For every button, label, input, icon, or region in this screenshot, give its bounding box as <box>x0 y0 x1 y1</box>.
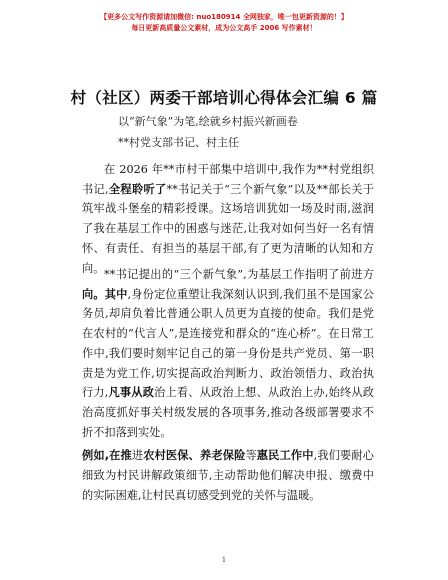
paragraph-3-bold-2: 农村医保、养老保险 <box>143 449 246 463</box>
paragraph-2-text-2: ,身份定位重塑让我深刻认识到,我们虽不是国家公务员,却肩负着比普通公职人员更为直接的使命。我们是党在农村的“代言人”,是连接党和群众的“连心桥”。在日常工作中,我们要时刻牢记自己的第一身份是共产党员、第一职责是为党工作,切实提高政治判断力、政治领悟力、政治执行力, <box>82 287 374 400</box>
paragraph-2-bold-1: 向。其中 <box>82 287 128 301</box>
paragraph-2-bold-2: 凡事从政 <box>108 386 155 400</box>
paragraph-1-bold-1: 全程聆听了 <box>108 182 167 196</box>
paragraph-3-text-3: ,我们要耐心细致为村民讲解政策细节,主动帮助他们解决申报、缴费中的实际困难,让村民真切感受到党的关怀与温暖。 <box>82 449 374 502</box>
article-body-part-1 <box>82 160 374 278</box>
paragraph-1 <box>82 160 374 278</box>
paragraph-2 <box>82 265 374 442</box>
paragraph-3-bold-3: 惠民工作中 <box>256 449 314 463</box>
paragraph-3 <box>82 446 374 505</box>
document-title: 村（社区）两委干部培训心得体会汇编 6 篇 <box>70 89 378 107</box>
paragraph-2-text-1: **书记提出的“三个新气象”,为基层工作指明了前进方 <box>104 268 374 281</box>
page-number: 1 <box>221 556 227 564</box>
article-subtitle: 以“新气象”为笔,绘就乡村振兴新画卷 <box>118 115 298 128</box>
promo-banner-line-1: 【更多公文写作资源请加微信: nuo180914 全网独家，唯一包更新资源的！】 <box>100 13 348 21</box>
article-author: **村党支部书记、村主任 <box>118 136 239 149</box>
paragraph-1-text-2: **书记关于“三个新气象”以及**部长关于筑牢战斗堡垒的精彩授课。这场培训犹如一场及时雨,滋润了我在基层工作中的困惑与迷茫,让我对如何当好一名有情怀、有责任、有担当的基层干部,有了更为清晰的认知和方向。 <box>82 182 374 275</box>
article-body-part-2 <box>82 265 374 505</box>
paragraph-3-text-1: 进 <box>131 449 144 463</box>
paragraph-2-text-3: 治上看、从政治上想、从政治上办,始终从政治高度抓好事关村级发展的各项事务,推动各级部署要求不折不扣落到实处。 <box>82 386 374 439</box>
paragraph-1-text-1: 在 2026 年**市村干部集中培训中,我作为**村党组织书记, <box>82 163 374 196</box>
paragraph-3-text-2: 等 <box>245 449 257 463</box>
promo-banner-line-2: 每日更新高质量公文素材，成为公文高手 2006 写作素材！ <box>131 24 317 32</box>
promo-banner <box>0 12 448 34</box>
paragraph-3-bold-1: 例如,在推 <box>82 449 132 463</box>
